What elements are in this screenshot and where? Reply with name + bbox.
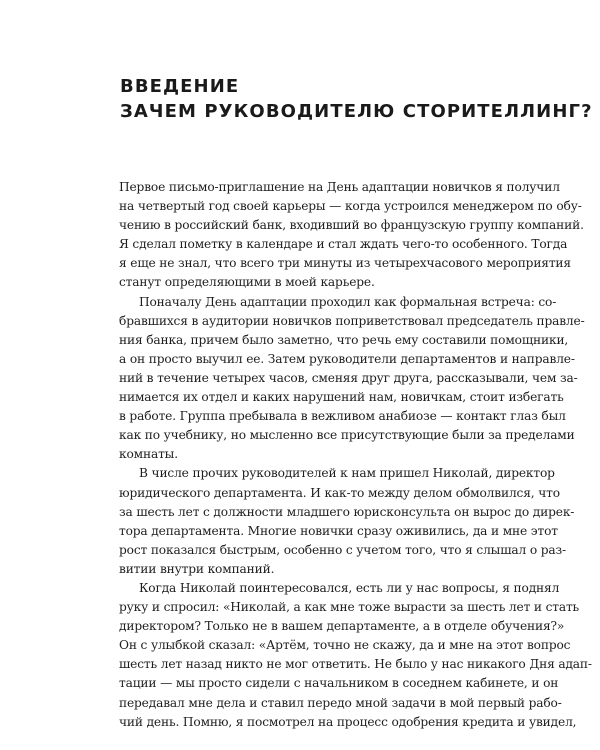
text-line: станут определяющими в моей карьере. (119, 275, 375, 290)
text-line: за шесть лет с должности младшего юрисконсульта он вырос до дирек- (119, 504, 575, 519)
text-line: Первое письмо-приглашение на День адаптации новичков я получил (119, 180, 560, 194)
body-text (119, 178, 592, 732)
text-line: тора департамента. Многие новички сразу оживились, да и мне этот (119, 523, 558, 538)
text-line: Когда Николай поинтересовался, есть ли у нас вопросы, я поднял (139, 580, 560, 595)
text-line: ний в течение четырех часов, сменяя друг друга, рассказывали, чем за- (119, 370, 578, 385)
text-line: шесть лет назад никто не мог ответить. Не было у нас никакого Дня адап- (119, 657, 592, 672)
text-line: бравшихся в аудитории новичков поприветствовал председатель правле- (119, 313, 585, 328)
text-line: В числе прочих руководителей к нам пришел Николай, директор (139, 466, 555, 481)
text-line: руку и спросил: «Николай, а как мне тоже вырасти за шесть лет и стать (119, 600, 580, 615)
text-line: на четвертый год своей карьеры — когда устроился менеджером по обу- (119, 199, 582, 214)
text-line: Я сделал пометку в календаре и стал ждать чего-то особенного. Тогда (119, 237, 568, 252)
text-line: ния банка, причем было заметно, что речь ему составили помощники, (119, 332, 569, 347)
text-line: а он просто выучил ее. Затем руководители департаментов и направле- (119, 351, 575, 366)
chapter-heading-line-1: ВВЕДЕНИЕ (120, 76, 240, 97)
text-line: чению в российский банк, входивший во французскую группу компаний. (119, 218, 584, 233)
chapter-heading (120, 74, 593, 124)
text-line: передавал мне дела и ставил передо мной задачи в мой первый рабо- (119, 695, 562, 710)
text-line: я еще не знал, что всего три минуты из четырехчасового мероприятия (119, 256, 571, 271)
text-line: витии внутри компаний. (119, 561, 275, 576)
text-line: Поначалу День адаптации проходил как формальная встреча: со- (139, 294, 557, 309)
text-line: Он с улыбкой сказал: «Артём, точно не скажу, да и мне на этот вопрос (119, 638, 571, 653)
text-line: рост показался быстрым, особенно с учетом того, что я слышал о раз- (119, 542, 566, 557)
text-line: директором? Только не в вашем департаменте, а в отделе обучения?» (119, 619, 565, 634)
chapter-heading-line-2: ЗАЧЕМ РУКОВОДИТЕЛЮ СТОРИТЕЛЛИНГ? (120, 101, 593, 122)
text-line: в работе. Группа пребывала в вежливом анабиозе — контакт глаз был (119, 409, 566, 424)
text-line: юридического департамента. И как-то между делом обмолвился, что (119, 485, 560, 500)
text-line: комнаты. (119, 447, 178, 462)
text-line: тации — мы просто сидели с начальником в соседнем кабинете, и он (119, 676, 559, 691)
text-line: чий день. Помню, я посмотрел на процесс одобрения кредита и увидел, (119, 714, 577, 729)
text-line: нимается их отдел и каких нарушений нам, новичкам, стоит избегать (119, 390, 564, 405)
text-line: как по учебнику, но мысленно все присутствующие были за пределами (119, 428, 575, 443)
